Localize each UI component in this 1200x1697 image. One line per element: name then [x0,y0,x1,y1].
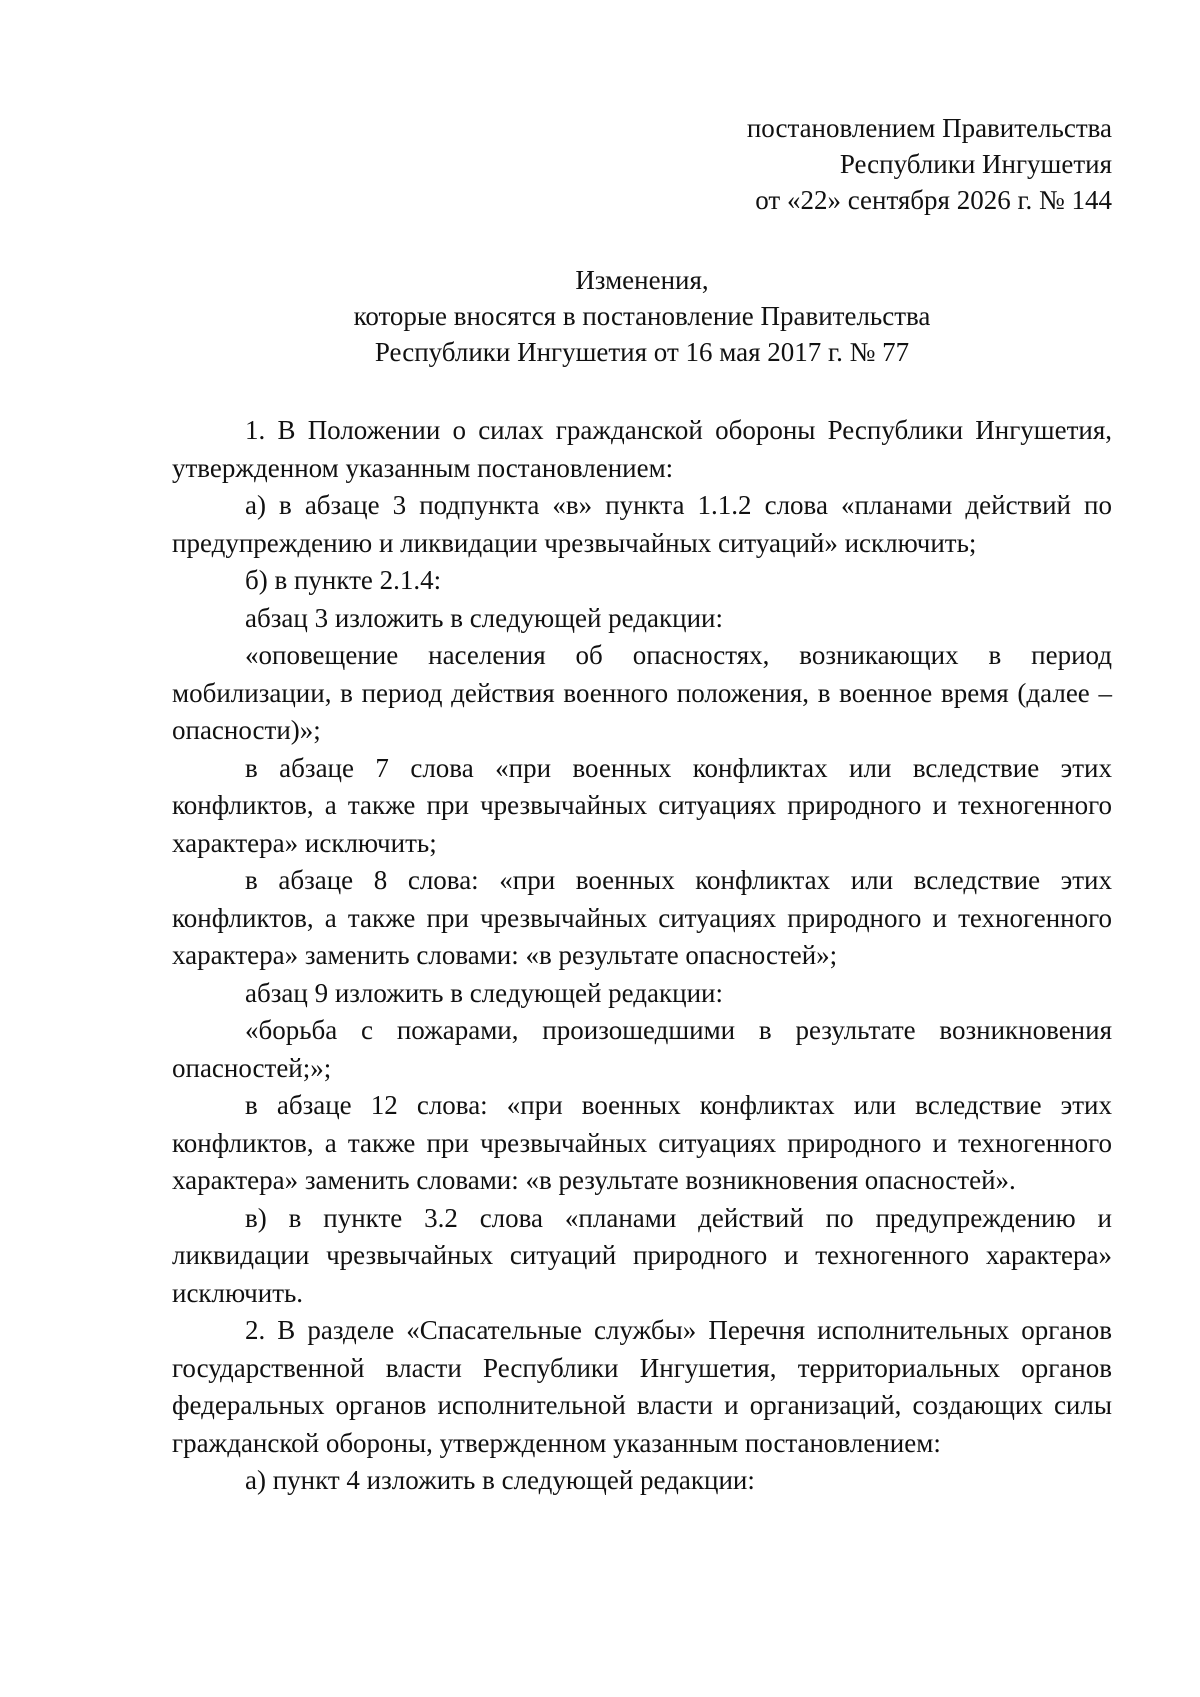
paragraph-2a: а) пункт 4 изложить в следующей редакции: [245,1465,755,1495]
resolution-reference [592,110,1112,218]
paragraph-1b-item-1: абзац 3 изложить в следующей редакции: [245,602,723,633]
title-line-3: Республики Ингушетия от 16 мая 2017 г. № 77 [374,337,910,367]
paragraph-2: 2. В разделе «Спасательные службы» Перечня исполнительных органов государственной власти Республики Ингушетия, территориальных органов федеральных органов исполнительной власти и организаций, создающих силы гражданской обороны, утвержденном указанным постановлением: [172,1315,1112,1458]
paragraph-1b: б) в пункте 2.1.4: [245,565,442,595]
paragraph-1a: а) в абзаце 3 подпункта «в» пункта 1.1.2 слова «планами действий по предупреждению и ликвидации чрезвычайных ситуаций» исключить; [172,490,1112,558]
paragraph-1b-quote-2: «борьба с пожарами, произошедшими в результате возникновения опасностей;»; [172,1015,1112,1083]
title-line-2: которые вносятся в постановление Правительства [353,301,931,331]
document-body [172,412,1112,1500]
header-line-1: постановлением Правительства [746,113,1112,143]
document-title [172,262,1112,370]
paragraph-1b-item-4: абзац 9 изложить в следующей редакции: [245,977,723,1008]
paragraph-1b-quote-1: «оповещение населения об опасностях, возникающих в период мобилизации, в период действия военного положения, в военное время (далее – опасности)»; [172,640,1112,745]
paragraph-1b-item-2: в абзаце 7 слова «при военных конфликтах или вследствие этих конфликтов, а также при чрезвычайных ситуациях природного и техногенного характера» исключить; [172,752,1112,858]
paragraph-1b-item-3: в абзаце 8 слова: «при военных конфликтах или вследствие этих конфликтов, а также при чрезвычайных ситуациях природного и техногенного характера» заменить словами: «в результате опасностей»; [172,865,1112,970]
header-line-3: от «22» сентября 2026 г. № 144 [755,185,1112,215]
paragraph-1b-item-5: в абзаце 12 слова: «при военных конфликтах или вследствие этих конфликтов, а также при чрезвычайных ситуациях природного и техногенного характера» заменить словами: «в результате возникновения опасностей». [172,1090,1112,1195]
title-line-1: Изменения, [575,265,709,295]
header-line-2: Республики Ингушетия [839,149,1112,179]
paragraph-1: 1. В Положении о силах гражданской обороны Республики Ингушетия, утвержденном указанным постановлением: [172,415,1112,483]
paragraph-1c: в) в пункте 3.2 слова «планами действий по предупреждению и ликвидации чрезвычайных ситуаций природного и техногенного характера» исключить. [172,1202,1112,1308]
